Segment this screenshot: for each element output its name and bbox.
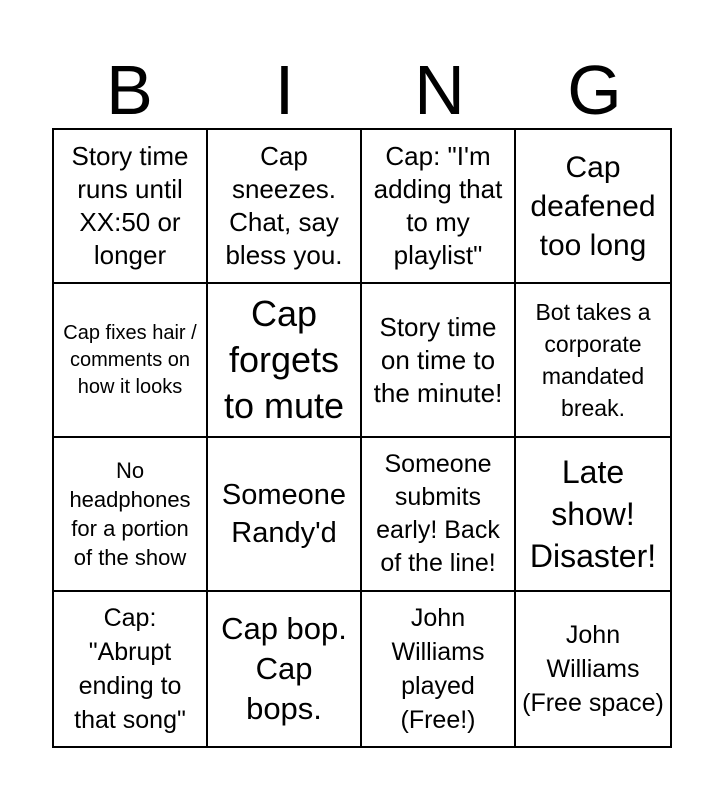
bingo-cell-text: John Williams (Free space) (522, 621, 664, 717)
bingo-cell-text: Cap sneezes. Chat, say bless you. (225, 141, 343, 270)
bingo-cell-text: No headphones for a portion of the show (69, 458, 191, 570)
bingo-cell-r3c2[interactable] (208, 438, 362, 592)
bingo-cell-r4c2[interactable] (208, 592, 362, 746)
bingo-cell-r4c4[interactable] (516, 592, 670, 746)
bingo-cell-text: Bot takes a corporate mandated break. (535, 299, 651, 421)
bingo-cell-text: Cap: "Abrupt ending to that song" (74, 604, 186, 734)
bingo-cell-r3c4[interactable] (516, 438, 670, 592)
bingo-cell-text: Cap bop. Cap bops. (221, 611, 347, 726)
bingo-cell-r1c1[interactable] (54, 130, 208, 284)
bingo-cell-text: Late show! Disaster! (529, 454, 657, 574)
bingo-cell-text: Cap forgets to mute (223, 293, 345, 426)
bingo-cell-text: Someone Randy'd (221, 479, 347, 549)
bingo-cell-r2c3[interactable] (362, 284, 516, 438)
bingo-header (52, 52, 672, 128)
bingo-cell-r4c3[interactable] (362, 592, 516, 746)
bingo-cell-text: Story time on time to the minute! (373, 311, 503, 408)
header-letter-g: G (567, 51, 622, 129)
bingo-cell-r4c1[interactable] (54, 592, 208, 746)
bingo-cell-text: Cap deafened too long (530, 150, 656, 262)
bingo-cell-r1c2[interactable] (208, 130, 362, 284)
header-letter-i: I (274, 51, 295, 129)
bingo-cell-r2c1[interactable] (54, 284, 208, 438)
bingo-cell-text: John Williams played (Free!) (391, 604, 485, 734)
bingo-cell-text: Cap: "I'm adding that to my playlist" (373, 141, 503, 270)
bingo-cell-r3c3[interactable] (362, 438, 516, 592)
bingo-cell-r1c4[interactable] (516, 130, 670, 284)
bingo-cell-r1c3[interactable] (362, 130, 516, 284)
bingo-cell-text: Cap fixes hair / comments on how it looks (63, 321, 197, 398)
header-letter-b: B (106, 51, 153, 129)
bingo-cell-text: Story time runs until XX:50 or longer (71, 141, 189, 270)
bingo-board (52, 128, 672, 748)
header-letter-n: N (414, 51, 465, 129)
bingo-cell-text: Someone submits early! Back of the line! (376, 450, 500, 577)
bingo-cell-r3c1[interactable] (54, 438, 208, 592)
bingo-cell-r2c4[interactable] (516, 284, 670, 438)
bingo-cell-r2c2[interactable] (208, 284, 362, 438)
